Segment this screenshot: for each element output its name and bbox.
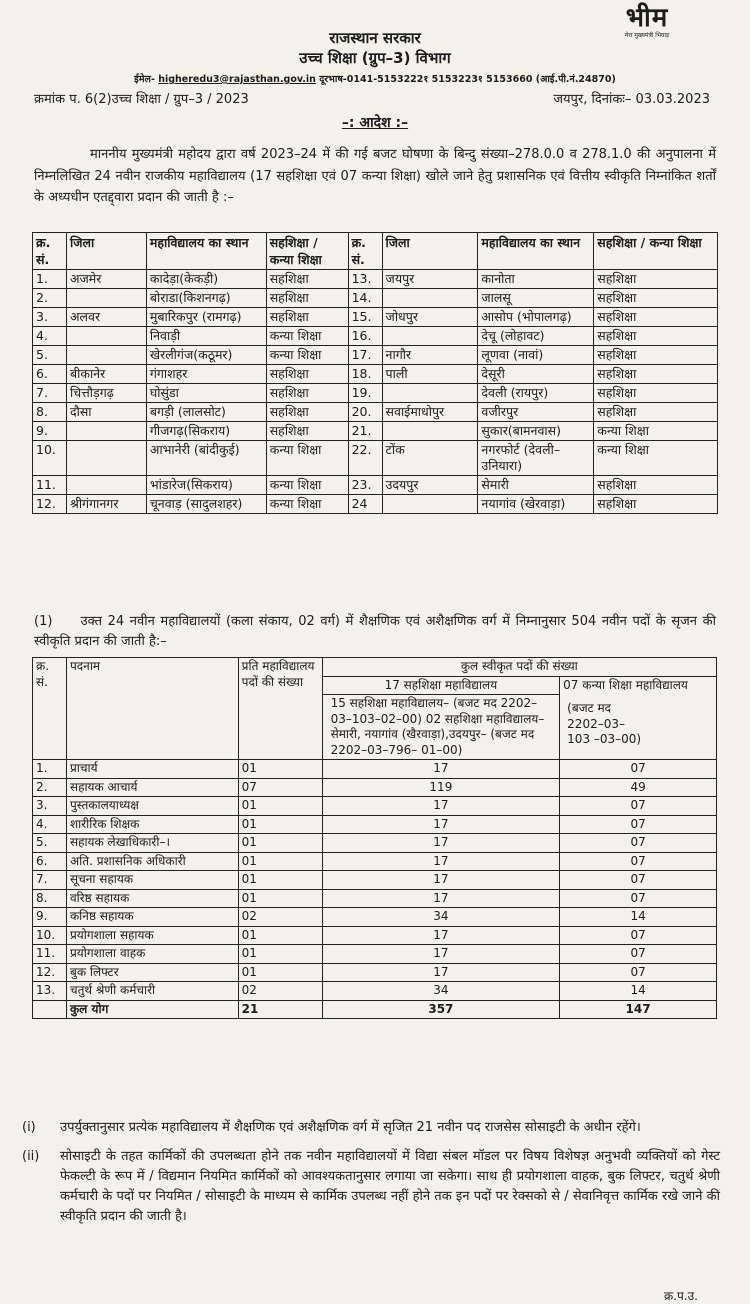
college-cell: बगड़ी (लालसोट) xyxy=(146,403,266,422)
post-cell: 01 xyxy=(238,871,322,890)
note-text: उपर्युक्तानुसार प्रत्येक महाविद्यालय में शैक्षणिक एवं अशैक्षणिक वर्ग में सृजित 21 नवीन पद राजसेस सोसाइटी के अधीन रहेंगे। xyxy=(60,1120,641,1135)
post-row xyxy=(33,963,717,982)
college-cell: 2. xyxy=(33,289,67,308)
college-cell: 14. xyxy=(348,289,382,308)
header-cell: महाविद्यालय का स्थान xyxy=(478,233,594,270)
note-ii xyxy=(22,1147,720,1227)
total-cell: 21 xyxy=(238,1000,322,1019)
header-cell: सहशिक्षा / कन्या शिक्षा xyxy=(266,233,348,270)
post-cell: प्राचार्य xyxy=(66,760,238,779)
post-cell: 01 xyxy=(238,889,322,908)
college-cell: सहशिक्षा xyxy=(594,495,718,514)
college-cell: गीजगढ़(सिकराय) xyxy=(146,422,266,441)
college-row xyxy=(33,384,718,403)
post-cell: 14 xyxy=(560,982,717,1001)
college-cell: 17. xyxy=(348,346,382,365)
college-cell: श्रीगंगानगर xyxy=(66,495,146,514)
reference-number: क्रमांक प. 6(2)उच्च शिक्षा / ग्रुप–3 / 2023 xyxy=(34,92,249,107)
college-row xyxy=(33,403,718,422)
post-cell: 12. xyxy=(33,963,67,982)
note-label: (i) xyxy=(22,1120,36,1135)
college-cell: सहशिक्षा xyxy=(266,422,348,441)
college-cell: टोंक xyxy=(382,441,478,476)
post-cell: 4. xyxy=(33,815,67,834)
college-cell: 10. xyxy=(33,441,67,476)
section-1 xyxy=(34,612,716,652)
post-cell: अति. प्रशासनिक अधिकारी xyxy=(66,852,238,871)
college-cell: सहशिक्षा xyxy=(266,365,348,384)
post-cell: 17 xyxy=(322,926,560,945)
college-cell: मुबारिकपुर (रामगढ़) xyxy=(146,308,266,327)
college-cell: जोधपुर xyxy=(382,308,478,327)
note-label: (ii) xyxy=(22,1149,40,1164)
post-cell: 07 xyxy=(560,963,717,982)
college-cell: लूणवा (नावां) xyxy=(478,346,594,365)
total-cell: 147 xyxy=(560,1000,717,1019)
college-cell: कन्या शिक्षा xyxy=(266,441,348,476)
continuation-mark: क्र.प.उ. xyxy=(663,1289,698,1303)
post-row xyxy=(33,760,717,779)
college-cell xyxy=(382,384,478,403)
college-cell: बोराडा(किशनगढ़) xyxy=(146,289,266,308)
post-cell: पुस्तकालयाध्यक्ष xyxy=(66,797,238,816)
college-cell: खेरलीगंज(कठूमर) xyxy=(146,346,266,365)
college-cell: 13. xyxy=(348,270,382,289)
post-cell: 17 xyxy=(322,834,560,853)
post-cell: 02 xyxy=(238,982,322,1001)
header-17-detail: 15 सहशिक्षा महाविद्यालय– (बजट मद 2202–03–103–02–00) 02 सहशिक्षा महाविद्यालय– सेमारी, नयागांव (खैरवाड़ा),उदयपुर– (बजट मद 2202–03–796– 01–00) xyxy=(322,695,560,760)
post-row xyxy=(33,982,717,1001)
college-cell: सहशिक्षा xyxy=(594,384,718,403)
email-link[interactable]: higheredu3@rajasthan.gov.in xyxy=(158,74,316,85)
post-row xyxy=(33,797,717,816)
post-cell: 10. xyxy=(33,926,67,945)
header-cell: जिला xyxy=(66,233,146,270)
post-cell: सूचना सहायक xyxy=(66,871,238,890)
college-row xyxy=(33,289,718,308)
section-1-label: (1) xyxy=(34,614,53,629)
college-cell: 9. xyxy=(33,422,67,441)
college-cell: 1. xyxy=(33,270,67,289)
college-cell: नागौर xyxy=(382,346,478,365)
colleges-table-body xyxy=(33,270,718,514)
college-cell: चूनवाड़ (सादुलशहर) xyxy=(146,495,266,514)
college-cell: 12. xyxy=(33,495,67,514)
reference-line xyxy=(34,91,710,109)
post-row xyxy=(33,852,717,871)
post-cell: 6. xyxy=(33,852,67,871)
total-cell: 357 xyxy=(322,1000,560,1019)
note-i xyxy=(22,1118,720,1138)
college-cell: 21. xyxy=(348,422,382,441)
post-cell: 07 xyxy=(560,926,717,945)
college-cell: कन्या शिक्षा xyxy=(266,327,348,346)
college-cell: पाली xyxy=(382,365,478,384)
college-cell xyxy=(66,327,146,346)
post-cell: सहायक लेखाधिकारी–। xyxy=(66,834,238,853)
college-cell: सहशिक्षा xyxy=(594,289,718,308)
post-cell: 34 xyxy=(322,982,560,1001)
post-cell: 01 xyxy=(238,760,322,779)
post-cell: 34 xyxy=(322,908,560,927)
post-cell: 9. xyxy=(33,908,67,927)
college-cell: कन्या शिक्षा xyxy=(266,495,348,514)
post-cell: 07 xyxy=(560,852,717,871)
college-cell: सहशिक्षा xyxy=(594,403,718,422)
email-label: ईमेल- xyxy=(134,74,155,85)
college-cell: 20. xyxy=(348,403,382,422)
header-07-title: 07 कन्या शिक्षा महाविद्यालय xyxy=(563,677,688,692)
college-cell: 16. xyxy=(348,327,382,346)
posts-table-body xyxy=(33,760,717,1019)
header-07-girls xyxy=(560,676,717,760)
college-cell: जालसू xyxy=(478,289,594,308)
post-cell: 07 xyxy=(560,889,717,908)
college-cell: निवाड़ी xyxy=(146,327,266,346)
college-cell: देसूरी xyxy=(478,365,594,384)
post-cell: 49 xyxy=(560,778,717,797)
intro-paragraph: माननीय मुख्यमंत्री महोदय द्वारा वर्ष 2023–24 में की गई बजट घोषणा के बिन्दु संख्या–278.0.0 व 278.1.0 की अनुपालना में निम्नलिखित 24 नवीन राजकीय महाविद्यालय (17 सहशिक्षा एवं 07 कन्या शिक्षा) खोले जाने हेतु प्रशासनिक एवं वित्तीय स्वीकृति निम्नांकित शर्तों के अध्यधीन एतद्द्वारा प्रदान की जाती है :– xyxy=(34,147,716,205)
header-cell: सहशिक्षा / कन्या शिक्षा xyxy=(594,233,718,270)
post-cell: 7. xyxy=(33,871,67,890)
college-cell: सहशिक्षा xyxy=(594,365,718,384)
college-cell: सहशिक्षा xyxy=(594,308,718,327)
post-cell: 01 xyxy=(238,834,322,853)
college-cell: सहशिक्षा xyxy=(594,327,718,346)
college-cell: आभानेरी (बांदीकुई) xyxy=(146,441,266,476)
post-cell: 01 xyxy=(238,963,322,982)
header-cell: महाविद्यालय का स्थान xyxy=(146,233,266,270)
post-row xyxy=(33,908,717,927)
post-row xyxy=(33,926,717,945)
college-cell: कानोता xyxy=(478,270,594,289)
post-cell: 07 xyxy=(560,834,717,853)
header-cell: क्र. सं. xyxy=(348,233,382,270)
college-cell: सहशिक्षा xyxy=(266,403,348,422)
college-cell: गंगाशहर xyxy=(146,365,266,384)
post-cell: 07 xyxy=(560,815,717,834)
post-cell: 13. xyxy=(33,982,67,1001)
college-cell xyxy=(382,289,478,308)
post-cell: 17 xyxy=(322,760,560,779)
college-cell: 11. xyxy=(33,476,67,495)
college-cell: सुकार(बामनवास) xyxy=(478,422,594,441)
college-cell xyxy=(66,422,146,441)
college-cell: अजमेर xyxy=(66,270,146,289)
header-sno: क्र. सं. xyxy=(33,658,67,760)
post-cell: 2. xyxy=(33,778,67,797)
posts-table-header-row-1 xyxy=(33,658,717,677)
college-cell: उदयपुर xyxy=(382,476,478,495)
college-cell: दौसा xyxy=(66,403,146,422)
college-cell: कन्या शिक्षा xyxy=(594,441,718,476)
colleges-table xyxy=(32,232,718,514)
post-cell: 07 xyxy=(560,760,717,779)
header-cell: जिला xyxy=(382,233,478,270)
post-cell: कनिष्ठ सहायक xyxy=(66,908,238,927)
post-cell: 3. xyxy=(33,797,67,816)
college-cell: कादेड़ा(केकड़ी) xyxy=(146,270,266,289)
college-cell: सहशिक्षा xyxy=(266,308,348,327)
college-cell xyxy=(66,476,146,495)
college-cell: 15. xyxy=(348,308,382,327)
college-row xyxy=(33,441,718,476)
post-cell: 01 xyxy=(238,945,322,964)
college-cell: घोसुंडा xyxy=(146,384,266,403)
college-row xyxy=(33,308,718,327)
college-cell: 22. xyxy=(348,441,382,476)
post-cell: प्रयोगशाला सहायक xyxy=(66,926,238,945)
college-cell: वजीरपुर xyxy=(478,403,594,422)
college-cell: देचू (लोहावट) xyxy=(478,327,594,346)
post-cell: 5. xyxy=(33,834,67,853)
note-text: सोसाइटी के तहत कार्मिकों की उपलब्धता होने तक नवीन महाविद्यालयों में विद्या संबल मॉडल पर विषय विशेषज्ञ अनुभवी व्यक्तियों को गेस्ट फेकल्टी के रूप में / विद्यमान नियमित कार्मिकों को आवश्यकतानुसार लगाया जा सकेगा। साथ ही प्रयोगशाला वाहक, बुक लिफ्टर, चतुर्थ श्रेणी कर्मचारी के पदों पर नियमित / सोसाइटी के माध्यम से कार्मिक उपलब्ध नहीं होने तक इन पदों पर रेक्सको से / सेवानिवृत्त कार्मिक रखे जाने की स्वीकृति प्रदान की जाती है। xyxy=(60,1149,720,1224)
post-cell: शारीरिक शिक्षक xyxy=(66,815,238,834)
total-cell: कुल योग xyxy=(66,1000,238,1019)
college-cell: कन्या शिक्षा xyxy=(594,422,718,441)
posts-table xyxy=(32,657,717,1019)
post-row xyxy=(33,815,717,834)
college-row xyxy=(33,365,718,384)
phone-numbers: दूरभाष-0141-5153222१ 5153223१ 5153660 (आई.पी.नं.24870) xyxy=(319,74,616,85)
college-row xyxy=(33,270,718,289)
post-cell: 17 xyxy=(322,797,560,816)
college-cell: 6. xyxy=(33,365,67,384)
college-cell: 8. xyxy=(33,403,67,422)
post-cell: 07 xyxy=(560,871,717,890)
post-cell: 1. xyxy=(33,760,67,779)
post-cell: 07 xyxy=(238,778,322,797)
colleges-table-header xyxy=(33,233,718,270)
notes xyxy=(22,1118,720,1236)
college-cell: देवली (रायपुर) xyxy=(478,384,594,403)
order-title: –: आदेश :– xyxy=(341,115,409,131)
logo-text: भीम xyxy=(625,3,669,33)
college-cell: 7. xyxy=(33,384,67,403)
college-cell: 19. xyxy=(348,384,382,403)
college-cell xyxy=(382,495,478,514)
college-cell: सहशिक्षा xyxy=(266,384,348,403)
place-date: जयपुर, दिनांकः– 03.03.2023 xyxy=(553,92,710,107)
post-cell: 17 xyxy=(322,945,560,964)
section-1-text: उक्त 24 नवीन महाविद्यालयों (कला संकाय, 02 वर्ग) में शैक्षणिक एवं अशैक्षणिक वर्ग में निम्नानुसार 504 नवीन पदों के सृजन की स्वीकृति प्रदान की जाती है:– xyxy=(34,614,716,649)
total-empty-cell xyxy=(33,1000,67,1019)
header-cell: क्र. सं. xyxy=(33,233,67,270)
college-cell: चित्तौड़गढ़ xyxy=(66,384,146,403)
college-cell: 3. xyxy=(33,308,67,327)
post-cell: 01 xyxy=(238,815,322,834)
college-row xyxy=(33,422,718,441)
college-cell xyxy=(382,327,478,346)
post-cell: 01 xyxy=(238,926,322,945)
post-cell: 07 xyxy=(560,797,717,816)
college-cell: 5. xyxy=(33,346,67,365)
college-cell xyxy=(66,441,146,476)
college-cell xyxy=(382,422,478,441)
college-cell: सेमारी xyxy=(478,476,594,495)
header-per-college: प्रति महाविद्यालय पदों की संख्या xyxy=(238,658,322,760)
college-cell: अलवर xyxy=(66,308,146,327)
college-row xyxy=(33,346,718,365)
post-cell: 02 xyxy=(238,908,322,927)
post-cell: 119 xyxy=(322,778,560,797)
post-row xyxy=(33,778,717,797)
post-cell: 17 xyxy=(322,815,560,834)
post-row xyxy=(33,945,717,964)
post-cell: 11. xyxy=(33,945,67,964)
government-name: राजस्थान सरकार xyxy=(329,29,421,47)
post-cell: 17 xyxy=(322,963,560,982)
college-row xyxy=(33,476,718,495)
post-cell: 01 xyxy=(238,852,322,871)
post-cell: चतुर्थ श्रेणी कर्मचारी xyxy=(66,982,238,1001)
contact-line xyxy=(0,73,750,87)
college-cell: सहशिक्षा xyxy=(594,346,718,365)
college-row xyxy=(33,327,718,346)
post-cell: सहायक आचार्य xyxy=(66,778,238,797)
post-cell: 01 xyxy=(238,797,322,816)
post-cell: बुक लिफ्टर xyxy=(66,963,238,982)
department-name: उच्च शिक्षा (ग्रुप–3) विभाग xyxy=(299,49,451,67)
post-cell: 07 xyxy=(560,945,717,964)
post-row xyxy=(33,889,717,908)
college-cell: 4. xyxy=(33,327,67,346)
post-cell: प्रयोगशाला वाहक xyxy=(66,945,238,964)
post-cell: 8. xyxy=(33,889,67,908)
post-cell: 17 xyxy=(322,871,560,890)
college-cell: सहशिक्षा xyxy=(594,270,718,289)
post-cell: वरिष्ठ सहायक xyxy=(66,889,238,908)
college-cell: आसोप (भोपालगढ़) xyxy=(478,308,594,327)
college-cell: सहशिक्षा xyxy=(266,270,348,289)
college-cell: बीकानेर xyxy=(66,365,146,384)
college-cell: नगरफोर्ट (देवली–उनियारा) xyxy=(478,441,594,476)
college-cell: कन्या शिक्षा xyxy=(266,476,348,495)
post-cell: 17 xyxy=(322,852,560,871)
college-row xyxy=(33,495,718,514)
post-row xyxy=(33,834,717,853)
header-07-budget: (बजट मद 2202–03–103 –03–00) xyxy=(567,701,642,746)
header-post: पदनाम xyxy=(66,658,238,760)
college-cell: नयागांव (खेरवाड़ा) xyxy=(478,495,594,514)
college-cell: 24 xyxy=(348,495,382,514)
college-cell: 23. xyxy=(348,476,382,495)
letterhead xyxy=(0,28,750,87)
header-17-coed: 17 सहशिक्षा महाविद्यालय xyxy=(322,676,560,695)
logo-subtext: मेरा मुख्यमंत्री भिवाड़ xyxy=(624,32,670,39)
post-cell: 17 xyxy=(322,889,560,908)
post-row xyxy=(33,871,717,890)
college-cell: सहशिक्षा xyxy=(266,289,348,308)
college-cell xyxy=(66,289,146,308)
header-total: कुल स्वीकृत पदों की संख्या xyxy=(322,658,716,677)
college-cell: सहशिक्षा xyxy=(594,476,718,495)
college-cell: 18. xyxy=(348,365,382,384)
post-cell: 14 xyxy=(560,908,717,927)
college-cell: भांडारेज(सिकराय) xyxy=(146,476,266,495)
college-cell xyxy=(66,346,146,365)
college-cell: सवाईमाधोपुर xyxy=(382,403,478,422)
total-row xyxy=(33,1000,717,1019)
college-cell: जयपुर xyxy=(382,270,478,289)
college-cell: कन्या शिक्षा xyxy=(266,346,348,365)
